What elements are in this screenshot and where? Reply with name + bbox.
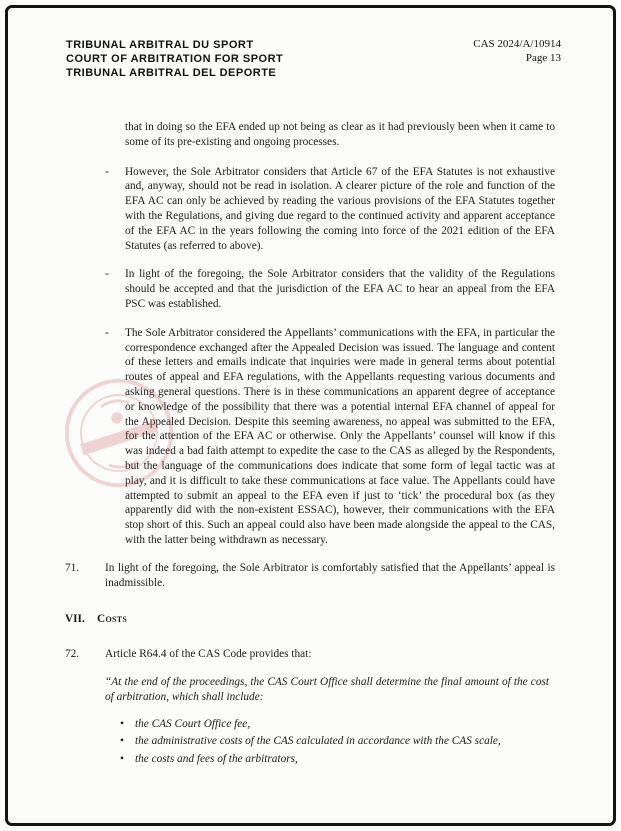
quote-bullet-item bbox=[120, 734, 541, 749]
numbered-paragraph-72 bbox=[65, 647, 555, 662]
org-line-es: TRIBUNAL ARBITRAL DEL DEPORTE bbox=[66, 67, 277, 79]
paragraph-number: 71. bbox=[65, 561, 80, 574]
section-heading-costs bbox=[65, 612, 555, 627]
organization-names bbox=[66, 38, 283, 80]
case-reference-block bbox=[473, 38, 561, 80]
document-body bbox=[0, 120, 621, 770]
bullet-icon: • bbox=[120, 717, 124, 730]
bullet-icon: • bbox=[120, 735, 124, 748]
quote-bullet-text: the administrative costs of the CAS calculated in accordance with the CAS scale, bbox=[135, 735, 501, 748]
paragraph-text: In light of the foregoing, the Sole Arbitrator is comfortably satisfied that the Appellants’ appeal is inadmissible. bbox=[105, 561, 555, 589]
letterhead bbox=[66, 38, 561, 80]
paragraph-number: 72. bbox=[65, 648, 80, 661]
quote-bullet-text: the costs and fees of the arbitrators, bbox=[135, 753, 298, 766]
quote-bullet-item bbox=[120, 717, 541, 732]
dash-bullet-item bbox=[105, 165, 555, 254]
dash-bullet-item bbox=[105, 326, 555, 548]
continuation-paragraph: that in doing so the EFA ended up not being as clear as it had previously been when it came to some of its pre-existing and ongoing processes. bbox=[125, 121, 555, 148]
case-number: CAS 2024/A/10914 bbox=[473, 38, 561, 50]
dash-item-text: However, the Sole Arbitrator considers that Article 67 of the EFA Statutes is not exhaustive and, anyway, should not be read in isolation. A clearer picture of the role and function of the EFA AC can only be achieved by reading the various provisions of the EFA Statutes together with the Regulations, and giving due regard to the continued activity and apparent acceptance of the EFA AC in the years following the coming into force of the 2021 edition of the EFA Statutes (as referred to above). bbox=[125, 165, 555, 252]
dash-item-text: In light of the foregoing, the Sole Arbitrator considers that the validity of the Regulations should be accepted and that the jurisdiction of the EFA AC to hear an appeal from the EFA PSC was established. bbox=[125, 268, 555, 310]
dash-icon: - bbox=[105, 165, 109, 178]
quoted-rule-text: “At the end of the proceedings, the CAS Court Office shall determine the final amount of the cost of arbitration, which shall include: bbox=[105, 675, 549, 703]
dash-icon: - bbox=[105, 326, 109, 339]
numbered-paragraph-71 bbox=[65, 561, 555, 591]
paragraph-text: Article R64.4 of the CAS Code provides that: bbox=[105, 648, 312, 661]
page-number: Page 13 bbox=[525, 51, 561, 64]
bullet-icon: • bbox=[120, 753, 124, 766]
org-line-en: COURT OF ARBITRATION FOR SPORT bbox=[66, 53, 284, 65]
dash-icon: - bbox=[105, 268, 109, 281]
org-line-fr: TRIBUNAL ARBITRAL DU SPORT bbox=[66, 39, 254, 51]
quote-bullet-item bbox=[120, 752, 541, 767]
section-title: Costs bbox=[97, 613, 128, 626]
dash-item-text: The Sole Arbitrator considered the Appellants’ communications with the EFA, in particular the correspondence exchanged after the Appealed Decision was issued. The language and content of these letters and emails indicate that inquiries were made in general terms about potential routes of appeal and EFA regulations, with the Appellants requesting various documents and asking general questions. There is in these communications an apparent degree of acceptance or knowledge of the possibility that there was a potential internal EFA channel of appeal for the Appealed Decision. Despite this seeming awareness, no appeal was submitted to the EFA, for the attention of the EFA AC or otherwise. Only the Appellants’ counsel will know if this was indeed a bad faith attempt to expedite the case to the CAS as alleged by the Respondents, but the language of the communications does indicate that some form of legal tactic was at play, and it is difficult to take these communications at face value. The Appellants could have attempted to submit an appeal to the EFA even if just to ‘tick’ the procedural box (as they apparently did with the non-existent ESSAC), however, their communications with the EFA stop short of this. Such an appeal could also have been made alongside the appeal to the CAS, with the latter being withdrawn as necessary. bbox=[125, 326, 555, 546]
quote-bullet-text: the CAS Court Office fee, bbox=[135, 717, 251, 730]
dash-bullet-item bbox=[105, 267, 555, 311]
section-number: VII. bbox=[65, 613, 85, 626]
quoted-bullet-list bbox=[120, 717, 541, 767]
